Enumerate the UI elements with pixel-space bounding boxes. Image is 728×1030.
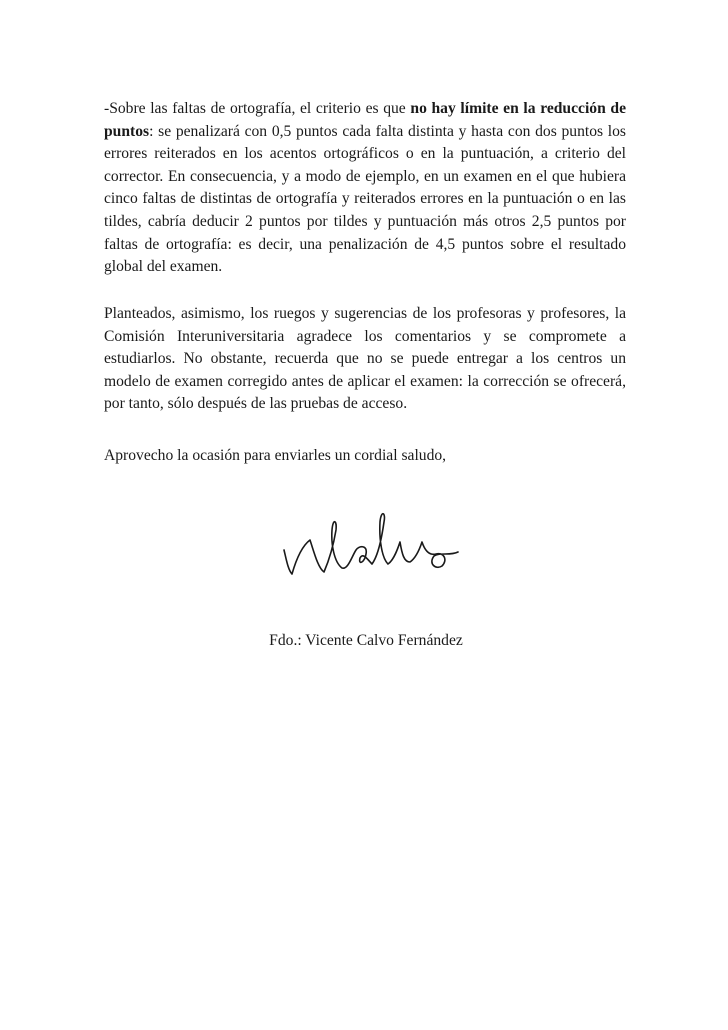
paragraph-suggestions: Planteados, asimismo, los ruegos y sugerencias de los profesoras y profesores, la Comisión Interuniversitaria agradece los comentarios y se compromete a estudiarlos. No obstante, recuerda que no se puede entregar a los centros un modelo de examen corregido antes de aplicar el examen: la corrección se ofrecerá, por tanto, sólo después de las pruebas de acceso.: [104, 305, 626, 413]
signer-name: Fdo.: Vicente Calvo Fernández: [269, 632, 463, 649]
closing-greeting: Aprovecho la ocasión para enviarles un cordial saludo,: [104, 447, 447, 464]
paragraph-rest: : se penalizará con 0,5 puntos cada falta distinta y hasta con dos puntos los errores reiterados en los acentos ortográficos o en la puntuación, a criterio del corrector. En consecuencia, y a modo de ejemplo, en un examen en el que hubiera cinco faltas de distintas de ortografía y reiterados errores en la puntuación o en las tildes, cabría deducir 2 puntos por tildes y puntuación más otros 2,5 puntos por faltas de ortografía: es decir, una penalización de 4,5 puntos sobre el resultado global del examen.: [104, 122, 626, 276]
paragraph-emphasis: no hay límite en la reducción de puntos: [104, 100, 626, 140]
handwritten-signature: [270, 500, 480, 595]
paragraph-spelling-criteria: [104, 98, 626, 279]
paragraph-intro: -Sobre las faltas de ortografía, el criterio es que: [104, 100, 411, 117]
